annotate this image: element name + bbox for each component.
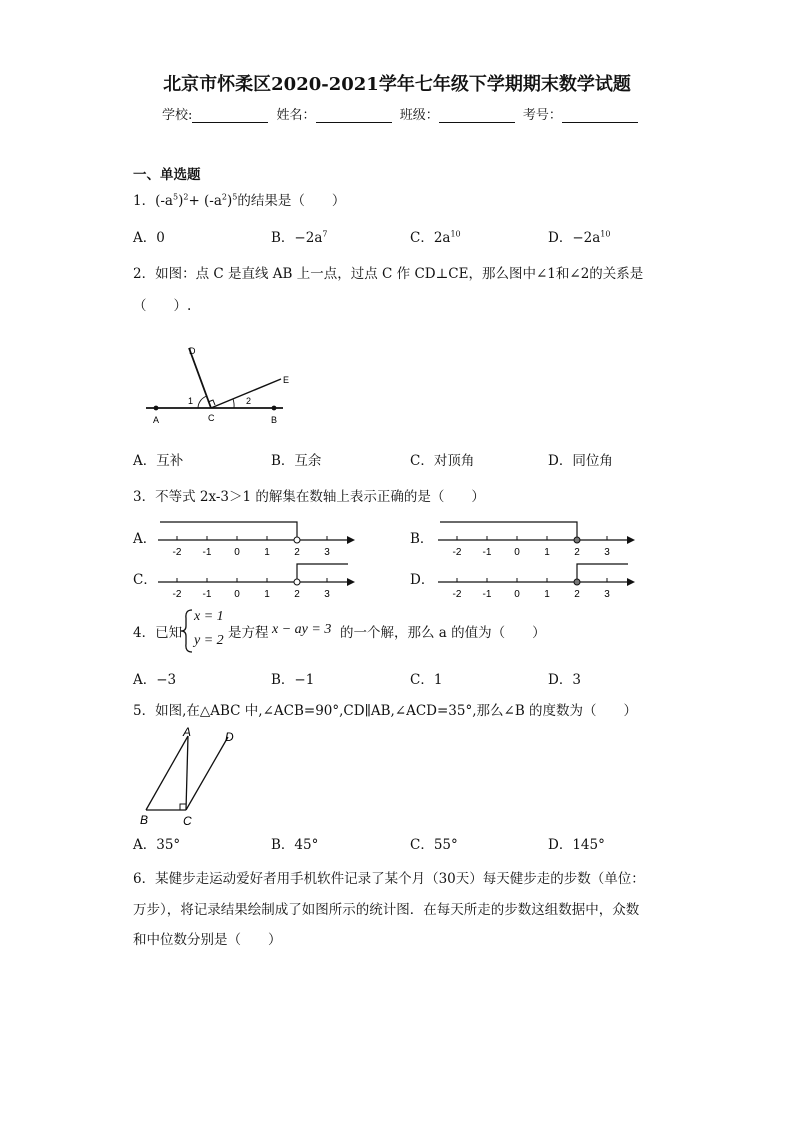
q1-exponent: 5 bbox=[172, 192, 179, 202]
q2-angle-figure bbox=[140, 340, 290, 430]
tick-label: 2 bbox=[294, 589, 300, 600]
arrow-icon bbox=[627, 536, 635, 544]
tick-label: 0 bbox=[234, 589, 240, 600]
q1-stem-part: + (-a bbox=[188, 193, 222, 209]
tick-label: 3 bbox=[604, 547, 610, 558]
tick-label: 2 bbox=[574, 547, 580, 558]
q2-stem-line2: （ ）. bbox=[133, 298, 192, 314]
school-field[interactable] bbox=[192, 108, 268, 123]
side-ab bbox=[146, 736, 188, 810]
tick-label: -2 bbox=[172, 547, 182, 558]
tick-label: 0 bbox=[514, 547, 520, 558]
open-point bbox=[294, 537, 300, 543]
tick-label: 1 bbox=[264, 589, 270, 600]
name-label: 姓名： bbox=[276, 108, 316, 123]
q4-equation: x − ay = 3 bbox=[272, 622, 332, 637]
label-c: C bbox=[183, 814, 192, 828]
label-d: D bbox=[225, 730, 234, 744]
q3-numberline-a bbox=[150, 518, 360, 562]
q6-stem-line3: 和中位数分别是（ ） bbox=[133, 932, 282, 948]
q3-stem: 3．不等式 2x-3＞1 的解集在数轴上表示正确的是（ ） bbox=[133, 489, 485, 505]
q3-numberline-b bbox=[430, 518, 640, 562]
angle2-arc bbox=[233, 399, 234, 408]
label-a: A bbox=[153, 415, 160, 425]
q4-stem-mid: 是方程 bbox=[228, 625, 269, 641]
tick-label: -1 bbox=[482, 589, 492, 600]
tick-label: 2 bbox=[294, 547, 300, 558]
q4-system-line1: x = 1 bbox=[194, 609, 224, 624]
solution-ray bbox=[440, 522, 577, 537]
tick-label: 1 bbox=[264, 547, 270, 558]
q2-option-c[interactable]: C．对顶角 bbox=[410, 453, 475, 469]
q1-stem-part: 1．(-a bbox=[133, 193, 173, 209]
line-cd bbox=[186, 737, 228, 810]
label-angle1: 1 bbox=[188, 396, 194, 406]
q5-option-c[interactable]: C．55° bbox=[410, 837, 458, 853]
q4-option-a[interactable]: A．−3 bbox=[133, 672, 177, 688]
label-b: B bbox=[271, 415, 278, 425]
q4-system-line2: y = 2 bbox=[194, 633, 224, 648]
label-e: E bbox=[283, 375, 290, 385]
q6-stem-line2: 万步），将记录结果绘制成了如图所示的统计图．在每天所走的步数这组数据中，众数 bbox=[133, 902, 640, 918]
q4-stem-post: 的一个解，那么 a 的值为（ ） bbox=[340, 625, 546, 641]
tick-label: -1 bbox=[482, 547, 492, 558]
q4-stem-pre: 4．已知 bbox=[133, 625, 183, 641]
tick-label: -2 bbox=[172, 589, 182, 600]
right-angle-mark bbox=[180, 804, 186, 810]
q5-option-b[interactable]: B．45° bbox=[271, 837, 319, 853]
tick-label: -2 bbox=[452, 547, 462, 558]
q2-stem-line1: 2．如图：点 C 是直线 AB 上一点，过点 C 作 CD⊥CE，那么图中∠1和∠2的关系是 bbox=[133, 266, 644, 282]
point-b bbox=[272, 406, 277, 411]
system-brace-icon bbox=[180, 608, 194, 654]
solution-ray bbox=[577, 564, 628, 579]
open-point bbox=[294, 579, 300, 585]
tick-label: -1 bbox=[202, 589, 212, 600]
student-info-row bbox=[162, 104, 642, 123]
tick-label: 3 bbox=[324, 589, 330, 600]
solution-ray bbox=[160, 522, 297, 537]
angle1-arc bbox=[198, 396, 207, 408]
q1-option-d[interactable]: D．$-2a^{10}$ bbox=[548, 229, 611, 246]
tick-label: 2 bbox=[574, 589, 580, 600]
closed-point bbox=[574, 579, 580, 585]
tick-label: -2 bbox=[452, 589, 462, 600]
tick-label: 3 bbox=[604, 589, 610, 600]
q1-exponent: 2 bbox=[221, 192, 228, 202]
q1-exponent: 2 bbox=[183, 192, 189, 202]
q3-option-a-label[interactable]: A． bbox=[133, 531, 157, 547]
label-a: A bbox=[183, 725, 192, 739]
q1-option-a[interactable]: A．0 bbox=[133, 230, 165, 246]
q1-stem-part: ) bbox=[227, 193, 233, 209]
label-b: B bbox=[140, 813, 149, 827]
q4-option-c[interactable]: C．1 bbox=[410, 672, 443, 688]
q3-numberline-d bbox=[430, 560, 640, 604]
number-label: 考号： bbox=[522, 108, 562, 123]
tick-label: -1 bbox=[202, 547, 212, 558]
q5-option-d[interactable]: D．145° bbox=[548, 837, 605, 853]
tick-label: 3 bbox=[324, 547, 330, 558]
label-angle2: 2 bbox=[246, 396, 252, 406]
q2-option-a[interactable]: A．互补 bbox=[133, 453, 184, 469]
point-a bbox=[154, 406, 159, 411]
class-label: 班级： bbox=[399, 108, 439, 123]
arrow-icon bbox=[627, 578, 635, 586]
q4-option-b[interactable]: B．−1 bbox=[271, 672, 315, 688]
tick-label: 0 bbox=[234, 547, 240, 558]
q1-stem-part: ) bbox=[178, 193, 184, 209]
q4-option-d[interactable]: D．3 bbox=[548, 672, 581, 688]
q5-triangle-figure bbox=[136, 724, 246, 830]
q3-option-b-label[interactable]: B． bbox=[410, 531, 434, 547]
q1-option-c[interactable]: C．$2a^{10}$ bbox=[410, 229, 461, 246]
q5-stem: 5．如图,在△ABC 中,∠ACB=90°,CD∥AB,∠ACD=35°,那么∠B 的度数为（ ） bbox=[133, 703, 638, 719]
section-heading: 一、单选题 bbox=[133, 167, 201, 183]
page-title: 北京市怀柔区2020-2021学年七年级下学期期末数学试题 bbox=[163, 74, 631, 95]
q1-option-b[interactable]: B．$-2a^7$ bbox=[271, 229, 328, 246]
q2-option-d[interactable]: D．同位角 bbox=[548, 453, 613, 469]
label-d: D bbox=[189, 346, 196, 356]
closed-point bbox=[574, 537, 580, 543]
solution-ray bbox=[297, 564, 348, 579]
class-field[interactable] bbox=[439, 108, 515, 123]
q2-option-b[interactable]: B．互余 bbox=[271, 453, 322, 469]
q6-stem-line1: 6．某健步走运动爱好者用手机软件记录了某个月（30天）每天健步走的步数（单位： bbox=[133, 871, 645, 887]
tick-label: 0 bbox=[514, 589, 520, 600]
q3-option-c-label[interactable]: C． bbox=[133, 572, 157, 588]
tick-label: 1 bbox=[544, 589, 550, 600]
arrow-icon bbox=[347, 578, 355, 586]
school-label: 学校: bbox=[162, 108, 193, 123]
tick-label: 1 bbox=[544, 547, 550, 558]
number-field[interactable] bbox=[562, 108, 638, 123]
name-field[interactable] bbox=[316, 108, 392, 123]
arrow-icon bbox=[347, 536, 355, 544]
q3-numberline-c bbox=[150, 560, 360, 604]
side-ac bbox=[186, 736, 188, 810]
label-c: C bbox=[208, 413, 215, 423]
q3-option-d-label[interactable]: D． bbox=[410, 572, 435, 588]
q5-option-a[interactable]: A．35° bbox=[133, 837, 181, 853]
q1-stem-part: 的结果是（ ） bbox=[237, 193, 346, 209]
q1-stem bbox=[133, 192, 345, 210]
q1-exponent: 5 bbox=[232, 192, 238, 202]
